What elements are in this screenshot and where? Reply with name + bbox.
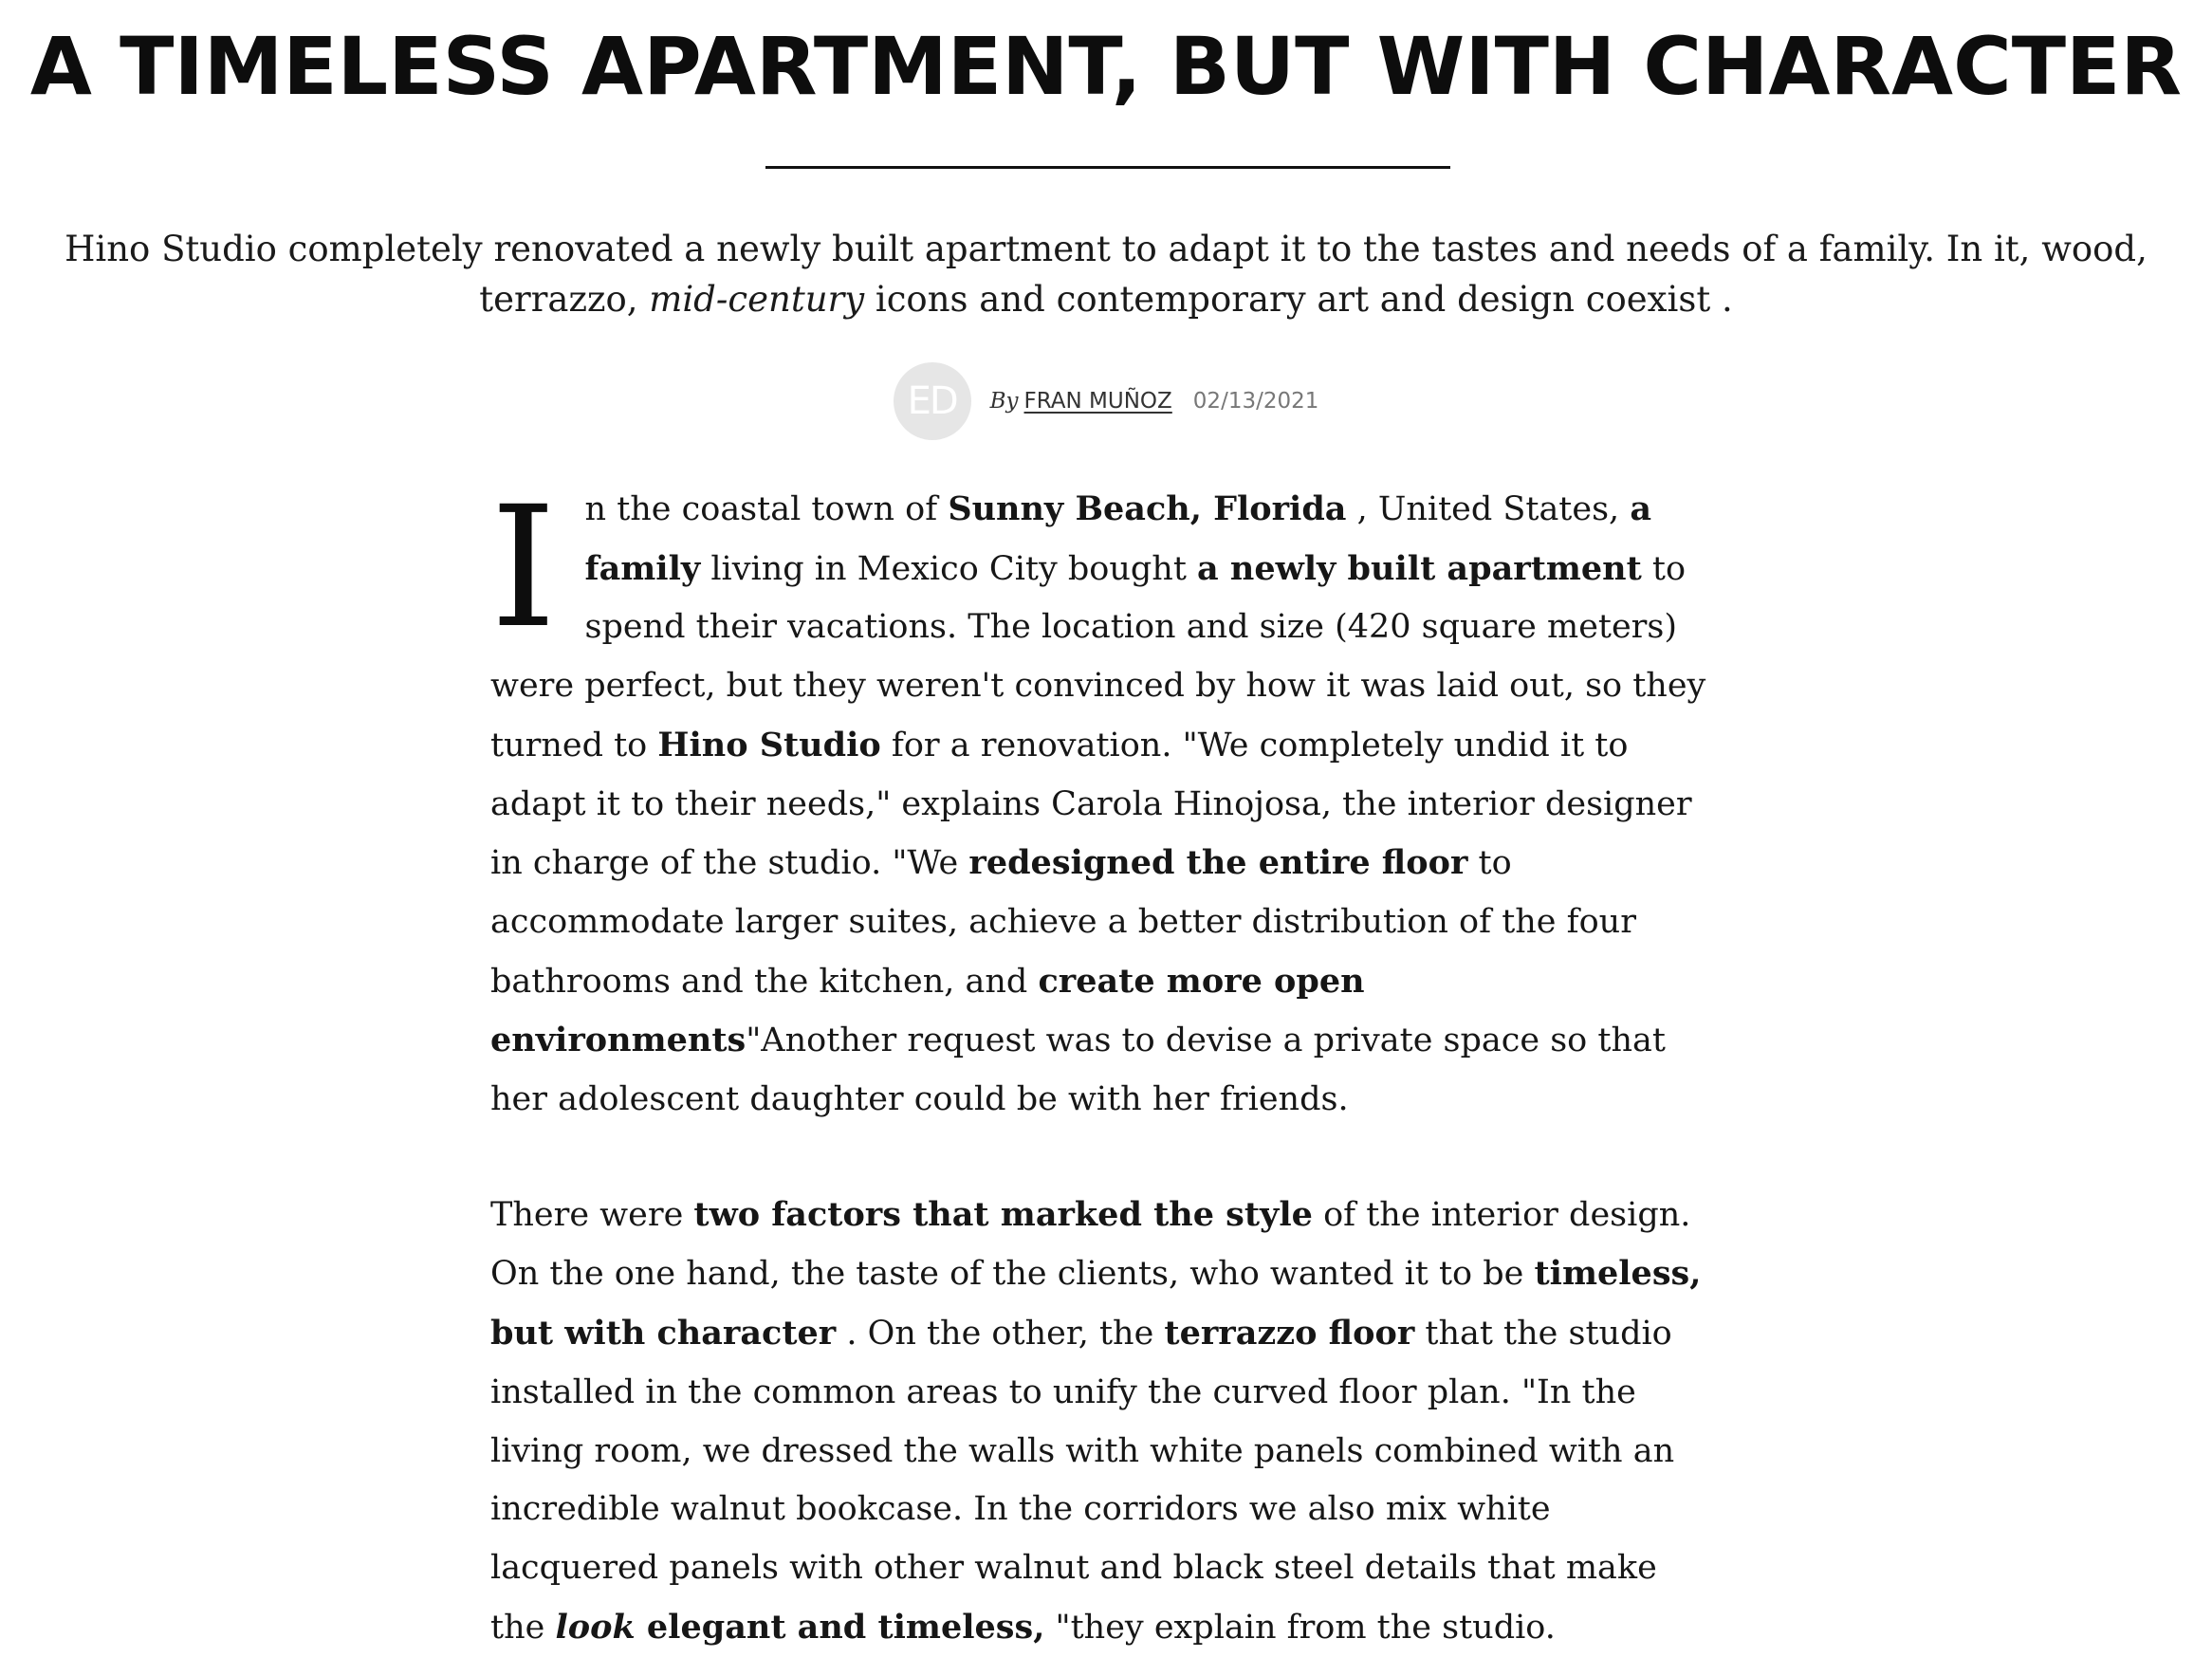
body-text: for a renovation. "We completely undid it to adapt it to their needs," explains Carola Hinojosa, the interior designer in charge of the studio. "We (490, 726, 1692, 883)
body-text: There were (490, 1195, 694, 1234)
article-standfirst (38, 224, 2174, 324)
byline (0, 362, 2212, 440)
body-text: "Another request was to devise a private space so that her adolescent daughter could be with her friends. (490, 1022, 1666, 1119)
body-emphasis: two factors that marked the style (693, 1194, 1313, 1234)
body-emphasis: a family (584, 489, 1651, 588)
body-emphasis: create more open environments (490, 961, 1365, 1060)
byline-prefix: By (989, 389, 1019, 414)
standfirst-text: Hino Studio completely renovated a newly built apartment to adapt it to the tastes and needs of a family. In it, wood, terrazzo, (65, 229, 2147, 320)
body-text: "they explain from the studio. (1044, 1608, 1556, 1647)
body-italic: look (555, 1607, 636, 1647)
body-emphasis: terrazzo floor (1164, 1314, 1415, 1353)
body-emphasis: elegant and timeless, (635, 1607, 1045, 1647)
body-emphasis: timeless, but with character (490, 1254, 1702, 1353)
body-text: to spend their vacations. The location and size (420 square meters) were perfect, but they weren't convinced by how it was laid out, so they turned to (490, 549, 1706, 764)
standfirst-text: icons and contemporary art and design coexist . (864, 279, 1733, 320)
body-text: . On the other, the (836, 1315, 1165, 1353)
body-text: to accommodate larger suites, achieve a better distribution of the four bathrooms and the kitchen, and (490, 844, 1636, 1001)
article-body (490, 470, 1722, 1657)
author-avatar: ED (894, 362, 971, 440)
body-paragraph (490, 1186, 1722, 1657)
body-text: , United States, (1346, 490, 1631, 528)
drop-cap: I (490, 470, 557, 665)
body-emphasis: Sunny Beach, Florida (948, 489, 1347, 528)
body-text: living in Mexico City bought (700, 549, 1198, 588)
standfirst-italic: mid-century (649, 279, 865, 320)
author-link[interactable]: FRAN MUÑOZ (1023, 389, 1172, 414)
title-divider (765, 166, 1450, 169)
body-emphasis-italic (555, 1608, 635, 1647)
body-emphasis: a newly built apartment (1197, 548, 1642, 588)
body-text: that the studio installed in the common areas to unify the curved floor plan. "In the living room, we dressed the walls with white panels combined with an incredible walnut bookcase. In the corridors we also mix white lacquered panels with other walnut and black steel details that make the (490, 1315, 1675, 1647)
body-paragraph (490, 470, 1722, 1130)
publish-date: 02/13/2021 (1192, 389, 1319, 414)
body-text: n the coastal town of (584, 490, 949, 528)
body-text: of the interior design. On the one hand, the taste of the clients, who wanted it to be (490, 1195, 1691, 1294)
body-emphasis: redesigned the entire floor (968, 843, 1468, 883)
body-emphasis: Hino Studio (657, 725, 881, 764)
article-headline: A TIMELESS APARTMENT, BUT WITH CHARACTER (29, 20, 2183, 113)
